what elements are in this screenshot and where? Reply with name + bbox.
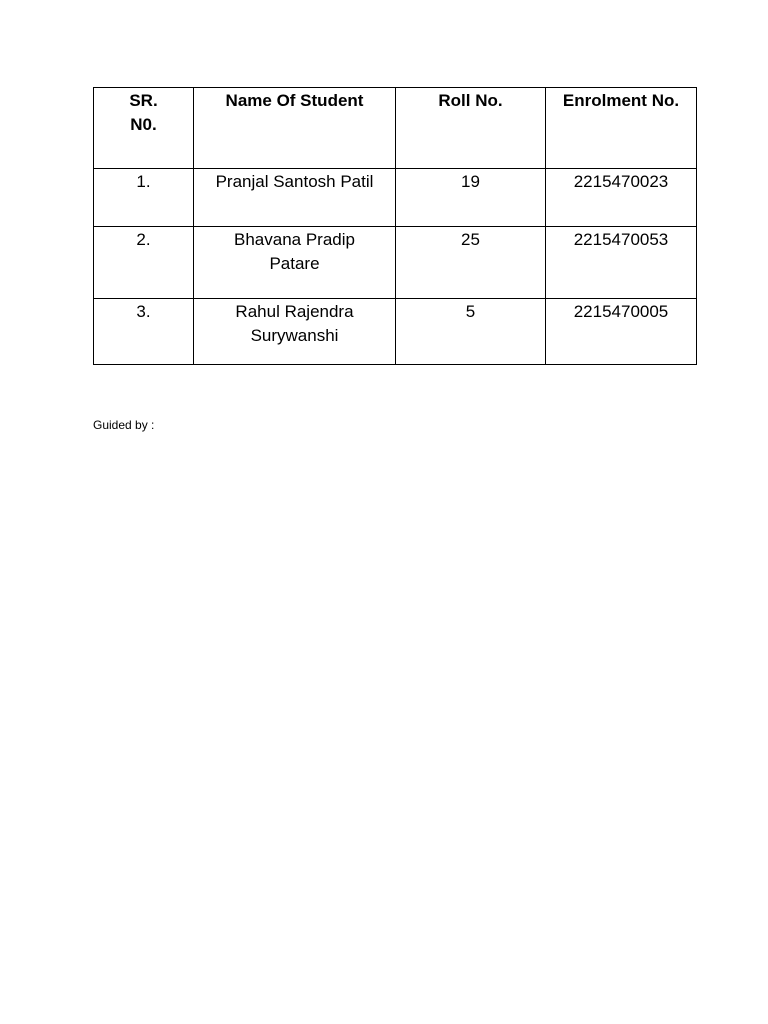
- cell-name-line2: Patare: [269, 254, 320, 273]
- student-table: [93, 87, 697, 365]
- table-row: [94, 227, 697, 299]
- header-sr-line1: SR.: [129, 91, 158, 110]
- cell-enrolment: 2215470005: [546, 299, 697, 365]
- header-sr-line2: N0.: [130, 115, 157, 134]
- table-row: [94, 299, 697, 365]
- cell-name: [194, 169, 396, 227]
- cell-roll: 19: [396, 169, 546, 227]
- cell-name-line1: Rahul Rajendra: [235, 302, 354, 321]
- guided-by-label: Guided by :: [93, 418, 155, 432]
- cell-roll: 5: [396, 299, 546, 365]
- header-name-of-student: Name Of Student: [194, 88, 396, 169]
- cell-sr: 1.: [94, 169, 194, 227]
- table-header-row: [94, 88, 697, 169]
- header-enrolment-no: Enrolment No.: [546, 88, 697, 169]
- cell-name: [194, 299, 396, 365]
- cell-sr: 2.: [94, 227, 194, 299]
- cell-name-line2: Surywanshi: [250, 326, 339, 345]
- cell-sr: 3.: [94, 299, 194, 365]
- header-roll-no: Roll No.: [396, 88, 546, 169]
- header-sr-no: [94, 88, 194, 169]
- cell-roll: 25: [396, 227, 546, 299]
- cell-name: [194, 227, 396, 299]
- cell-name-line1: Bhavana Pradip: [234, 230, 355, 249]
- cell-name-line1: Pranjal Santosh Patil: [215, 172, 374, 191]
- cell-enrolment: 2215470053: [546, 227, 697, 299]
- table-row: [94, 169, 697, 227]
- cell-enrolment: 2215470023: [546, 169, 697, 227]
